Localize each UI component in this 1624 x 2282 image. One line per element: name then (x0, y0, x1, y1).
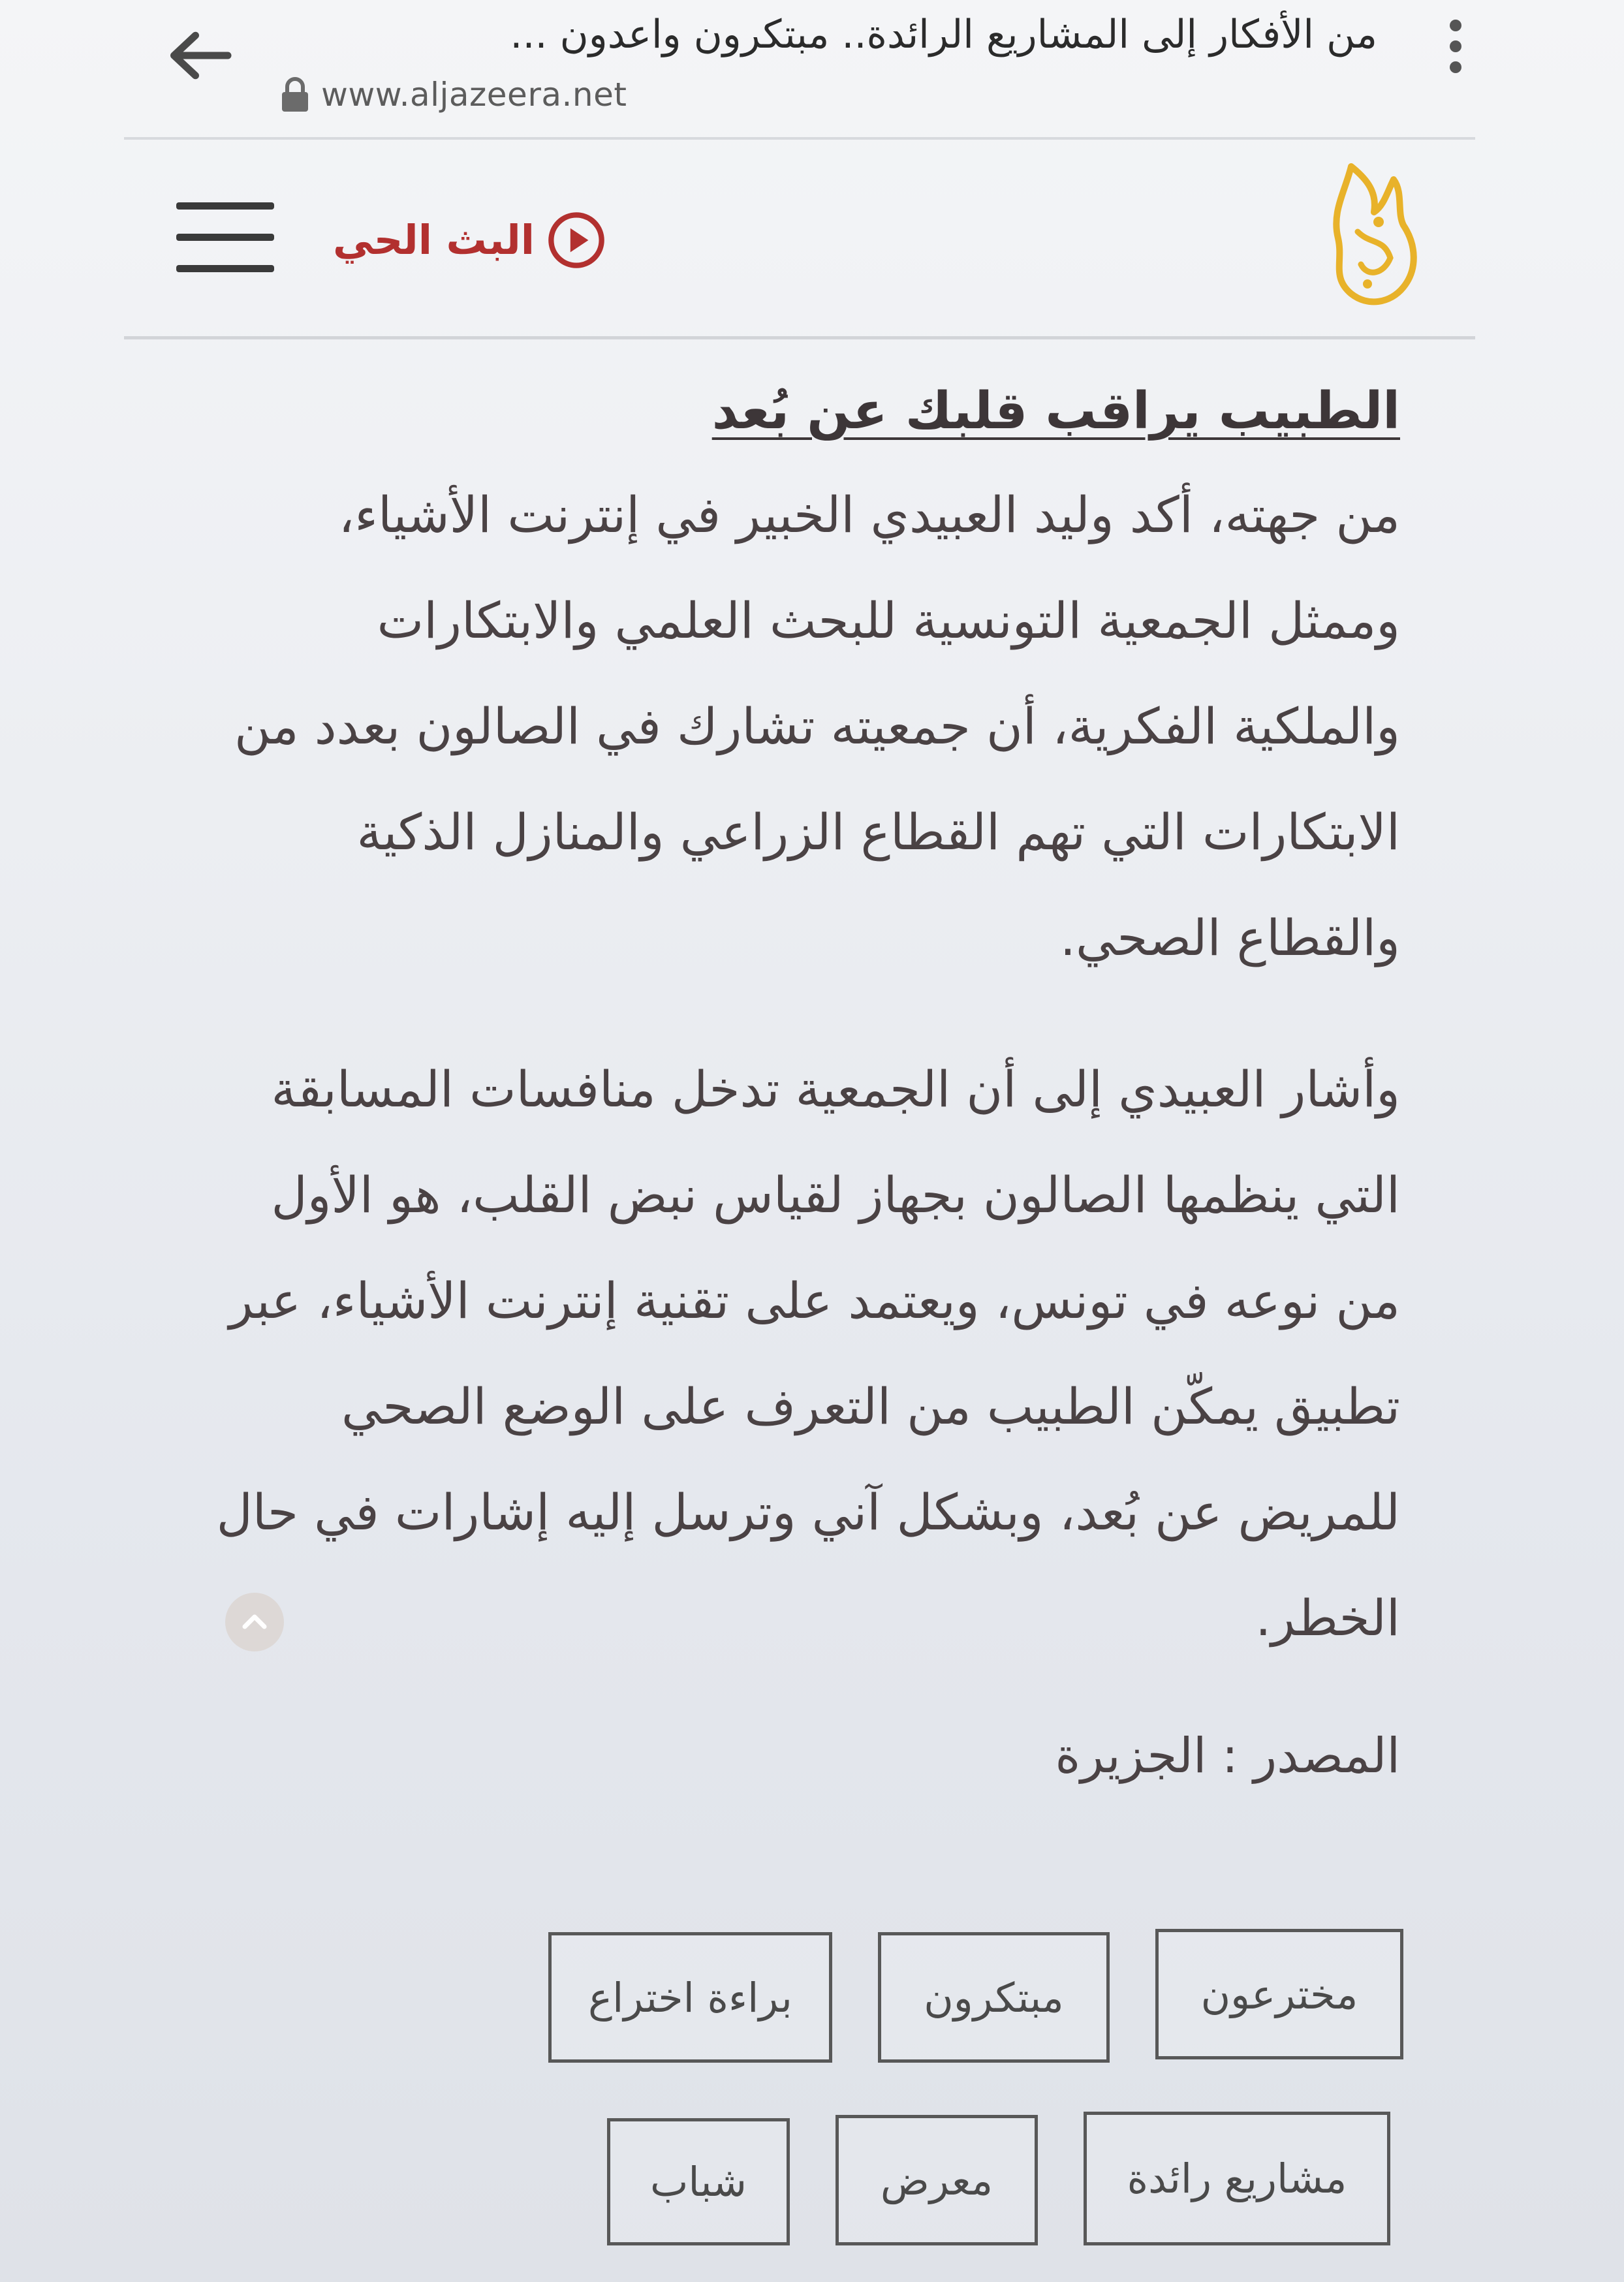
tag-item[interactable]: مخترعون (1155, 1929, 1403, 2059)
tag-item[interactable]: مشاريع رائدة (1084, 2112, 1390, 2245)
tag-item[interactable]: شباب (607, 2118, 790, 2245)
article-subheading[interactable]: الطبيب يراقب قلبك عن بُعد (711, 382, 1400, 441)
aljazeera-logo-icon[interactable] (1305, 153, 1436, 317)
play-circle-icon (546, 210, 606, 270)
browser-toolbar (124, 0, 1475, 140)
url-bar[interactable] (281, 69, 627, 121)
scroll-to-top-button[interactable] (225, 1593, 284, 1651)
live-stream-link[interactable] (333, 202, 606, 277)
back-arrow-icon[interactable] (163, 26, 235, 85)
site-header (124, 140, 1475, 339)
tag-item[interactable]: مبتكرون (878, 1932, 1110, 2063)
tag-list (196, 1929, 1410, 2255)
article-body (196, 352, 1400, 1795)
chevron-up-icon (238, 1606, 271, 1638)
tag-item[interactable]: معرض (835, 2115, 1038, 2245)
live-stream-label: البث الحي (333, 216, 535, 264)
article-source: المصدر : الجزيرة (1055, 1728, 1400, 1784)
page-title: من الأفكار إلى المشاريع الرائدة.. مبتكرون واعدون ... (510, 12, 1377, 57)
tag-item[interactable]: براءة اختراع (548, 1932, 832, 2063)
overflow-menu-icon[interactable] (1436, 13, 1475, 91)
lock-icon (281, 76, 309, 113)
url-text: www.aljazeera.net (321, 76, 627, 114)
hamburger-menu-icon[interactable] (176, 202, 274, 277)
article-paragraph: من جهته، أكد وليد العبيدي الخبير في إنترنت الأشياء، وممثل الجمعية التونسية للبحث العلمي والابتكارات والملكية الفكرية، أن جمعيته تشارك في الصالون بعدد من الابتكارات التي تهم القطاع الزراعي والمنازل الذكية والقطاع الصحي. (234, 486, 1400, 967)
article-paragraph: وأشار العبيدي إلى أن الجمعية تدخل منافسات المسابقة التي ينظمها الصالون بجهاز لقياس نبض القلب، هو الأول من نوعه في تونس، ويعتمد على تقنية إنترنت الأشياء، عبر تطبيق يمكّن الطبيب من التعرف على الوضع الصحي للمريض عن بُعد، وبشكل آني وترسل إليه إشارات في حال الخطر. (216, 1060, 1400, 1647)
